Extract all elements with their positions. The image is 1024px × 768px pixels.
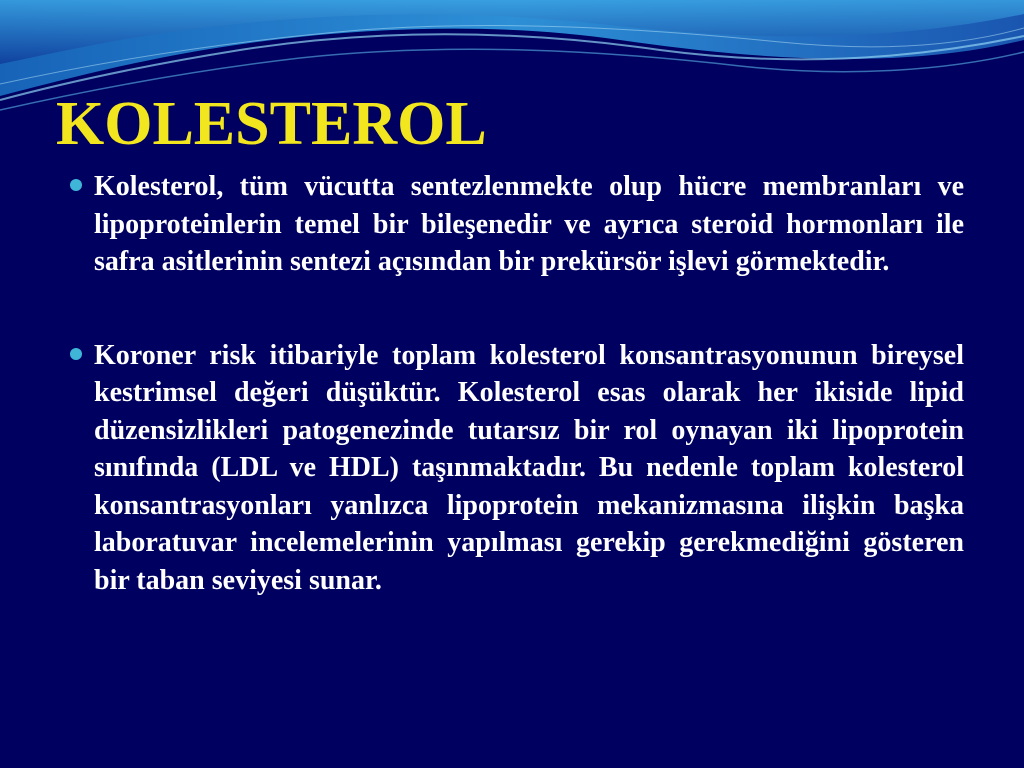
- bullet-item: [62, 168, 964, 281]
- bullet-dot-icon: [70, 348, 82, 360]
- bullet-list: [62, 168, 964, 599]
- bullet-item: [62, 337, 964, 600]
- slide-title: KOLESTEROL: [56, 90, 487, 158]
- bullet-text: Koroner risk itibariyle toplam kolesterol konsantrasyonunun bireysel kestrimsel değeri düşüktür. Kolesterol esas olarak her ikiside lipid düzensizlikleri patogenezinde tutarsız bir rol oynayan iki lipoprotein sınıfında (LDL ve HDL) taşınmaktadır. Bu nedenle toplam kolesterol konsantrasyonları yanlızca lipoprotein mekanizmasına ilişkin başka laboratuvar incelemelerinin yapılması gerekip gerekmediğini gösteren bir taban seviyesi sunar.: [94, 339, 964, 596]
- bullet-text: Kolesterol, tüm vücutta sentezlenmekte olup hücre membranları ve lipoproteinlerin temel bir bileşenedir ve ayrıca steroid hormonları ile safra asitlerinin sentezi açısından bir prekürsör işlevi görmektedir.: [94, 171, 964, 277]
- bullet-dot-icon: [70, 179, 82, 191]
